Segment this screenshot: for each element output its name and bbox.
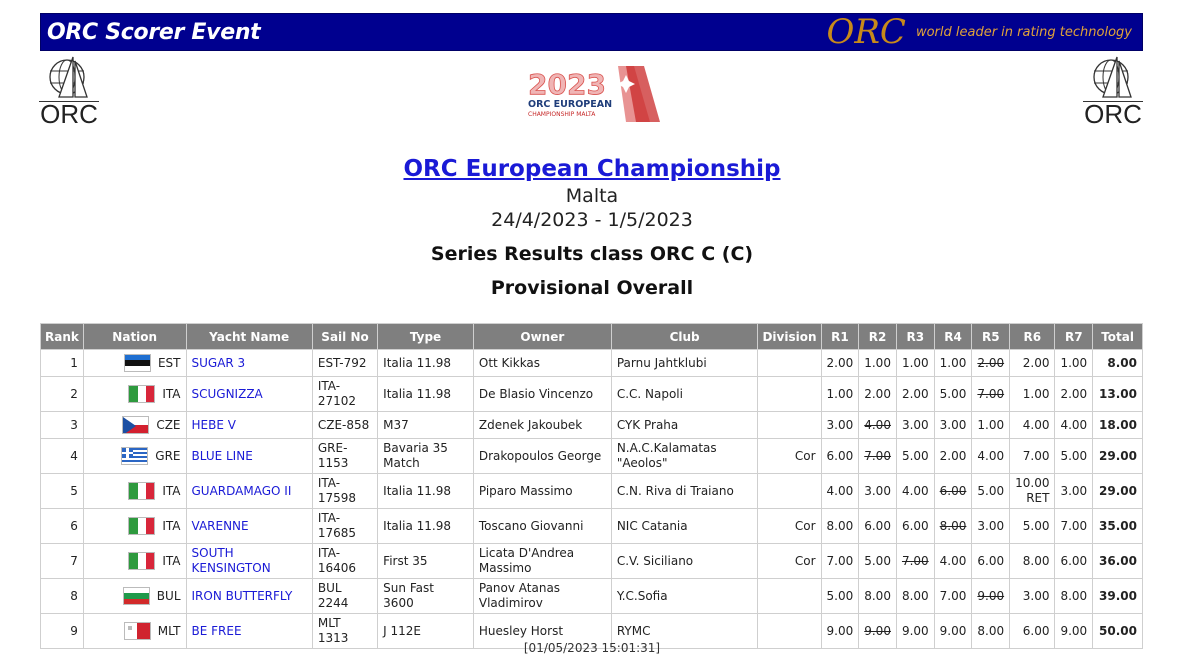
race-4-score (934, 350, 972, 377)
results-status: Provisional Overall (490, 277, 694, 299)
sail-no-cell: ITA-17685 (312, 509, 377, 544)
club-cell: C.V. Siciliano (611, 544, 758, 579)
yacht-link[interactable]: BE FREE (191, 623, 242, 638)
race-score-value: 9.00 (864, 623, 891, 638)
race-score-value: 3.00 (826, 417, 854, 432)
race-2-score (859, 509, 897, 544)
race-score-value: 1.00 (977, 417, 1005, 432)
scorer-title: ORC Scorer Event (47, 19, 261, 45)
col-club: Club (611, 324, 758, 350)
table-header-row (41, 324, 1143, 350)
sail-no-cell: MLT 1313 (312, 614, 377, 649)
ita-flag-icon (128, 517, 155, 535)
race-5-score (972, 350, 1010, 377)
type-cell: Bavaria 35 Match (378, 439, 474, 474)
nation-cell (83, 579, 186, 614)
rank-cell: 5 (41, 474, 84, 509)
yacht-link[interactable]: IRON BUTTERFLY (191, 588, 293, 603)
type-cell: Sun Fast 3600 (378, 579, 474, 614)
race-score-value: 6.00 (977, 553, 1005, 568)
yacht-name-cell (186, 350, 312, 377)
col-division: Division (758, 324, 821, 350)
race-2-score (859, 350, 897, 377)
col-r2: R2 (859, 324, 897, 350)
division-cell (758, 474, 821, 509)
race-1-score (821, 377, 859, 412)
event-location: Malta (565, 185, 619, 207)
race-score-value: 3.00 (1022, 588, 1050, 603)
race-2-score (859, 579, 897, 614)
race-3-score (896, 377, 934, 412)
race-7-score (1055, 579, 1093, 614)
yacht-name-cell (186, 439, 312, 474)
rank-cell: 3 (41, 412, 84, 439)
orc-logo-left[interactable] (38, 55, 100, 129)
race-3-score (896, 412, 934, 439)
race-3-score (896, 544, 934, 579)
sail-no-cell: GRE-1153 (312, 439, 377, 474)
rank-cell: 7 (41, 544, 84, 579)
race-7-score (1055, 350, 1093, 377)
race-2-score (859, 439, 897, 474)
race-5-score (972, 544, 1010, 579)
cze-flag-icon (122, 416, 149, 434)
race-score-value: 8.00 (864, 588, 891, 603)
nation-code: ITA (162, 518, 181, 533)
race-6-score (1010, 412, 1055, 439)
total-cell: 18.00 (1093, 412, 1143, 439)
race-score-value: 1.00 (939, 355, 967, 370)
race-score-value: 7.00 (977, 386, 1005, 401)
race-score-value: 9.00 (939, 623, 967, 638)
owner-cell: Drakopoulos George (473, 439, 611, 474)
owner-cell: Zdenek Jakoubek (473, 412, 611, 439)
yacht-link[interactable]: SOUTH KENSINGTON (191, 546, 271, 575)
race-score-value: 4.00 (1060, 417, 1088, 432)
race-4-score (934, 412, 972, 439)
total-cell: 8.00 (1093, 350, 1143, 377)
race-score-value: 8.00 (901, 588, 929, 603)
gre-flag-icon (121, 447, 148, 465)
col-r4: R4 (934, 324, 972, 350)
total-cell: 36.00 (1093, 544, 1143, 579)
nation-code: GRE (155, 448, 181, 463)
race-score-value: 5.00 (1060, 448, 1088, 463)
race-score-value: 4.00 (939, 553, 967, 568)
globe-sail-icon (1089, 55, 1137, 101)
race-4-score (934, 544, 972, 579)
race-score-value: 2.00 (1060, 386, 1088, 401)
race-score-value: 4.00 (901, 483, 929, 498)
col-r6: R6 (1010, 324, 1055, 350)
type-cell: Italia 11.98 (378, 377, 474, 412)
owner-cell: Piparo Massimo (473, 474, 611, 509)
sail-no-cell: BUL 2244 (312, 579, 377, 614)
type-cell: Italia 11.98 (378, 350, 474, 377)
race-3-score (896, 350, 934, 377)
series-title: Series Results class ORC C (C) (430, 243, 754, 265)
nation-code: CZE (156, 417, 181, 432)
col-sail-no: Sail No (312, 324, 377, 350)
col-r7: R7 (1055, 324, 1093, 350)
results-table (40, 323, 1143, 649)
race-score-value: 8.00 (826, 518, 854, 533)
race-7-score (1055, 509, 1093, 544)
race-score-value: 7.00 (826, 553, 854, 568)
type-cell: First 35 (378, 544, 474, 579)
race-score-value: 3.00 (977, 518, 1005, 533)
total-cell: 29.00 (1093, 439, 1143, 474)
division-cell (758, 377, 821, 412)
race-score-value: 7.00 (864, 448, 891, 463)
owner-cell: Toscano Giovanni (473, 509, 611, 544)
race-4-score (934, 579, 972, 614)
est-flag-icon (124, 354, 151, 372)
race-1-score (821, 439, 859, 474)
rank-cell: 9 (41, 614, 84, 649)
table-row (41, 544, 1143, 579)
race-score-value: 2.00 (826, 355, 854, 370)
nation-cell (83, 377, 186, 412)
club-cell: C.C. Napoli (611, 377, 758, 412)
yacht-link[interactable]: SUGAR 3 (191, 355, 246, 370)
division-cell: Cor (758, 439, 821, 474)
club-cell: N.A.C.Kalamatas "Aeolos" (611, 439, 758, 474)
race-1-score (821, 474, 859, 509)
event-logo-line2: CHAMPIONSHIP MALTA (528, 111, 596, 118)
owner-cell: De Blasio Vincenzo (473, 377, 611, 412)
orc-logo-text: ORC (1084, 99, 1142, 129)
race-1-score (821, 544, 859, 579)
race-score-value: 1.00 (901, 355, 929, 370)
race-score-value: 9.00 (826, 623, 854, 638)
race-score-value: 6.00 (1022, 623, 1050, 638)
division-cell: Cor (758, 544, 821, 579)
race-7-score (1055, 412, 1093, 439)
rank-cell: 2 (41, 377, 84, 412)
race-score-value: 7.00 (901, 553, 929, 568)
col-rank: Rank (41, 324, 84, 350)
orc-logo-right[interactable] (1082, 55, 1144, 129)
results-body (41, 350, 1143, 649)
race-score-value: 5.00 (864, 553, 891, 568)
yacht-link[interactable]: BLUE LINE (191, 448, 253, 463)
table-row (41, 412, 1143, 439)
col-owner: Owner (473, 324, 611, 350)
race-score-value: 9.00 (977, 588, 1005, 603)
race-2-score (859, 474, 897, 509)
race-score-value: 6.00 (826, 448, 854, 463)
nation-cell (83, 474, 186, 509)
table-row (41, 377, 1143, 412)
table-row (41, 474, 1143, 509)
race-score-value: 3.00 (1060, 483, 1088, 498)
ita-flag-icon (128, 385, 155, 403)
race-1-score (821, 579, 859, 614)
nation-code: ITA (162, 553, 181, 568)
race-score-value: 7.00 (1060, 518, 1088, 533)
race-5-score (972, 377, 1010, 412)
race-score-value: 4.00 (864, 417, 891, 432)
total-cell: 50.00 (1093, 614, 1143, 649)
race-score-value: 4.00 (977, 448, 1005, 463)
orc-brand-logo: ORC (826, 12, 906, 52)
race-score-value: 3.00 (901, 417, 929, 432)
race-score-value: 1.00 (1060, 355, 1088, 370)
owner-cell: Huesley Horst (473, 614, 611, 649)
globe-sail-icon (45, 55, 93, 101)
event-logo-line1: ORC EUROPEAN (528, 99, 613, 110)
generated-timestamp: [01/05/2023 15:01:31] (523, 641, 661, 655)
club-cell: C.N. Riva di Traiano (611, 474, 758, 509)
race-score-value: 4.00 (826, 483, 854, 498)
top-banner (40, 13, 1143, 51)
yacht-name-cell (186, 544, 312, 579)
nation-cell (83, 350, 186, 377)
race-1-score (821, 509, 859, 544)
race-1-score (821, 412, 859, 439)
club-cell: Y.C.Sofia (611, 579, 758, 614)
brand-tagline: world leader in rating technology (915, 24, 1132, 40)
owner-cell: Licata D'Andrea Massimo (473, 544, 611, 579)
col-r5: R5 (972, 324, 1010, 350)
total-cell: 13.00 (1093, 377, 1143, 412)
race-3-score (896, 509, 934, 544)
race-6-score (1010, 544, 1055, 579)
col-type: Type (378, 324, 474, 350)
race-score-value: 8.00 (977, 623, 1005, 638)
event-logo-year: 2023 (528, 68, 606, 101)
race-3-score (896, 439, 934, 474)
type-cell: J 112E (378, 614, 474, 649)
total-cell: 29.00 (1093, 474, 1143, 509)
club-cell: Parnu Jahtklubi (611, 350, 758, 377)
race-3-score (896, 579, 934, 614)
club-cell: RYMC (611, 614, 758, 649)
type-cell: Italia 11.98 (378, 474, 474, 509)
nation-cell (83, 544, 186, 579)
race-score-value: 9.00 (1060, 623, 1088, 638)
col-r1: R1 (821, 324, 859, 350)
type-cell: M37 (378, 412, 474, 439)
sail-no-cell: ITA-16406 (312, 544, 377, 579)
orc-brand[interactable] (826, 12, 1142, 52)
yacht-link[interactable]: GUARDAMAGO II (191, 483, 292, 498)
race-score-value: 6.00 (864, 518, 891, 533)
mlt-flag-icon (124, 622, 151, 640)
yacht-name-cell (186, 509, 312, 544)
race-6-score (1010, 474, 1055, 509)
rank-cell: 8 (41, 579, 84, 614)
race-score-value: 8.00 (1060, 588, 1088, 603)
nation-cell (83, 412, 186, 439)
race-score-value: 5.00 (939, 386, 967, 401)
race-score-value: 5.00 (977, 483, 1005, 498)
race-score-value: 8.00 (939, 518, 967, 533)
division-cell (758, 579, 821, 614)
race-7-score (1055, 544, 1093, 579)
race-score-value: 6.00 (939, 483, 967, 498)
race-score-value: 1.00 (826, 386, 854, 401)
sail-no-cell: EST-792 (312, 350, 377, 377)
race-3-score (896, 474, 934, 509)
sail-no-cell: ITA-17598 (312, 474, 377, 509)
col-total: Total (1093, 324, 1143, 350)
rank-cell: 6 (41, 509, 84, 544)
race-6-score (1010, 377, 1055, 412)
col-yacht-name: Yacht Name (186, 324, 312, 350)
race-5-score (972, 474, 1010, 509)
race-score-value: 1.00 (1022, 386, 1050, 401)
division-cell (758, 350, 821, 377)
race-4-score (934, 509, 972, 544)
race-4-score (934, 474, 972, 509)
race-5-score (972, 439, 1010, 474)
table-row (41, 350, 1143, 377)
nation-cell (83, 509, 186, 544)
table-row (41, 509, 1143, 544)
race-7-score (1055, 474, 1093, 509)
rank-cell: 1 (41, 350, 84, 377)
yacht-name-cell (186, 579, 312, 614)
race-score-value: 8.00 (1022, 553, 1050, 568)
event-logo (522, 62, 662, 126)
race-5-score (972, 412, 1010, 439)
race-6-score (1010, 579, 1055, 614)
race-score-value: 2.00 (977, 355, 1005, 370)
race-score-value: 10.00 RET (1015, 476, 1050, 505)
owner-cell: Ott Kikkas (473, 350, 611, 377)
event-dates: 24/4/2023 - 1/5/2023 (491, 209, 693, 231)
sail-no-cell: CZE-858 (312, 412, 377, 439)
race-2-score (859, 412, 897, 439)
total-cell: 35.00 (1093, 509, 1143, 544)
race-score-value: 2.00 (864, 386, 891, 401)
race-score-value: 3.00 (939, 417, 967, 432)
race-score-value: 6.00 (1060, 553, 1088, 568)
race-score-value: 2.00 (901, 386, 929, 401)
nation-code: EST (157, 355, 181, 370)
race-7-score (1055, 439, 1093, 474)
race-score-value: 6.00 (901, 518, 929, 533)
race-score-value: 3.00 (864, 483, 891, 498)
race-5-score (972, 579, 1010, 614)
nation-code: BUL (156, 588, 181, 603)
race-6-score (1010, 509, 1055, 544)
sail-no-cell: ITA-27102 (312, 377, 377, 412)
event-title (0, 156, 1184, 182)
col-r3: R3 (896, 324, 934, 350)
bul-flag-icon (123, 587, 150, 605)
col-nation: Nation (83, 324, 186, 350)
nation-code: ITA (162, 483, 181, 498)
nation-code: ITA (162, 386, 181, 401)
rank-cell: 4 (41, 439, 84, 474)
race-7-score (1055, 377, 1093, 412)
ita-flag-icon (128, 552, 155, 570)
race-score-value: 5.00 (1022, 518, 1050, 533)
race-1-score (821, 350, 859, 377)
race-score-value: 1.00 (864, 355, 891, 370)
race-5-score (972, 509, 1010, 544)
table-row (41, 579, 1143, 614)
ita-flag-icon (128, 482, 155, 500)
race-score-value: 2.00 (939, 448, 967, 463)
table-row (41, 439, 1143, 474)
race-score-value: 2.00 (1022, 355, 1050, 370)
division-cell (758, 412, 821, 439)
yacht-name-cell (186, 474, 312, 509)
club-cell: CYK Praha (611, 412, 758, 439)
race-score-value: 5.00 (826, 588, 854, 603)
owner-cell: Panov Atanas Vladimirov (473, 579, 611, 614)
orc-logo-text: ORC (40, 99, 98, 129)
event-title-link[interactable]: ORC European Championship (403, 156, 781, 182)
type-cell: Italia 11.98 (378, 509, 474, 544)
race-score-value: 9.00 (901, 623, 929, 638)
race-4-score (934, 377, 972, 412)
race-6-score (1010, 439, 1055, 474)
yacht-link[interactable]: HEBE V (191, 417, 236, 432)
race-score-value: 7.00 (939, 588, 967, 603)
nation-cell (83, 439, 186, 474)
race-4-score (934, 439, 972, 474)
yacht-link[interactable]: SCUGNIZZA (191, 386, 263, 401)
yacht-name-cell (186, 377, 312, 412)
yacht-name-cell (186, 412, 312, 439)
race-score-value: 7.00 (1022, 448, 1050, 463)
race-score-value: 5.00 (901, 448, 929, 463)
nation-code: MLT (157, 623, 181, 638)
division-cell: Cor (758, 509, 821, 544)
yacht-link[interactable]: VARENNE (191, 518, 249, 533)
race-6-score (1010, 350, 1055, 377)
total-cell: 39.00 (1093, 579, 1143, 614)
club-cell: NIC Catania (611, 509, 758, 544)
race-2-score (859, 544, 897, 579)
race-2-score (859, 377, 897, 412)
race-score-value: 4.00 (1022, 417, 1050, 432)
